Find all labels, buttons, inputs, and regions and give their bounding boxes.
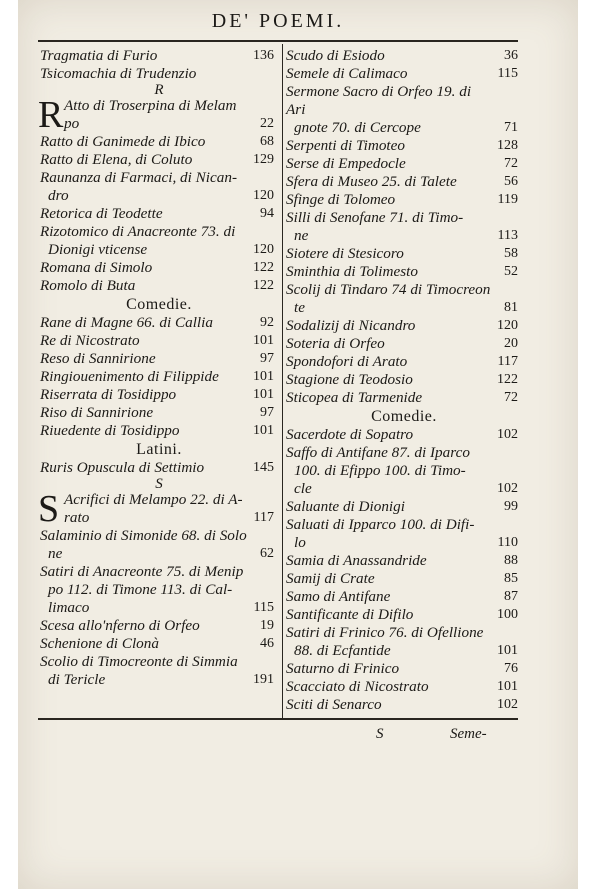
entry-continuation: gnote 70. di Cercope xyxy=(294,119,421,136)
entry-title: Sticopea di Tarmenide xyxy=(286,389,423,406)
index-entry xyxy=(286,444,522,498)
entry-title: Semele di Calimaco xyxy=(286,65,408,82)
top-rule xyxy=(38,40,518,42)
entry-title: Riuedente di Tosidippo xyxy=(40,422,180,439)
page-number: 122 xyxy=(497,372,518,387)
bottom-rule xyxy=(38,718,518,720)
entry-title: Sminthia di Tolimesto xyxy=(286,263,418,280)
entry-title: Ruris Opuscula di Settimio xyxy=(40,459,205,476)
page-number: 102 xyxy=(497,697,518,712)
index-entry xyxy=(40,314,278,332)
index-entry xyxy=(286,191,522,209)
page-number: 102 xyxy=(497,427,518,442)
page-number: 88 xyxy=(504,553,518,568)
entry-title: Samij di Crate xyxy=(286,570,375,587)
left-column xyxy=(40,47,278,689)
index-entry xyxy=(286,606,522,624)
entry-continuation: Dionigi vticense xyxy=(48,241,148,258)
entry-title: Stagione di Teodosio xyxy=(286,371,413,388)
running-head: DE' POEMI. xyxy=(211,10,345,32)
index-entry xyxy=(286,624,522,660)
index-entry xyxy=(40,527,278,563)
index-entry xyxy=(40,368,278,386)
index-entry xyxy=(286,660,522,678)
index-entry xyxy=(40,332,278,350)
entry-title: Sfinge di Tolomeo xyxy=(286,191,396,208)
entry-title: Siotere di Stesicoro xyxy=(286,245,404,262)
entry-title: Rane di Magne 66. di Callia xyxy=(40,314,213,331)
page-number: 36 xyxy=(504,48,518,63)
entry-title: Tsicomachia di Trudenzio xyxy=(40,65,197,82)
page-number: 129 xyxy=(253,152,274,167)
entry-title: Saffo di Antifane 87. di Iparco xyxy=(286,444,470,461)
catchword: Seme- xyxy=(450,726,487,742)
entry-title: Serse di Empedocle xyxy=(286,155,406,172)
entry-title: Rizotomico di Anacreonte 73. di xyxy=(40,223,236,240)
entry-title: Silli di Senofane 71. di Timo- xyxy=(286,209,464,226)
index-entry xyxy=(40,223,278,259)
page-number: 102 xyxy=(497,481,518,496)
entry-title: Ratto di Ganimede di Ibico xyxy=(40,133,206,150)
index-entry xyxy=(286,47,522,65)
page-number: 85 xyxy=(504,571,518,586)
entry-title: Saturno di Frinico xyxy=(286,660,400,677)
page-number: 120 xyxy=(253,242,274,257)
index-entry xyxy=(40,350,278,368)
signature-mark: S xyxy=(376,726,384,742)
page-number: 94 xyxy=(260,206,274,221)
page-number: 115 xyxy=(253,600,274,615)
entry-title: Reso di Sannirione xyxy=(40,350,156,367)
page-number: 101 xyxy=(497,643,518,658)
page-number: 52 xyxy=(504,264,518,279)
entry-title: Sacerdote di Sopatro xyxy=(286,426,414,443)
page-number: 76 xyxy=(504,661,518,676)
entry-title: Scesa allo'nferno di Orfeo xyxy=(40,617,200,634)
entry-continuation: dro xyxy=(48,187,69,204)
page-number: 122 xyxy=(253,260,274,275)
entry-title: Acrifici di Melampo 22. di A- xyxy=(64,491,243,508)
index-entry xyxy=(286,173,522,191)
index-entry xyxy=(40,169,278,205)
entry-title: Serpenti di Timoteo xyxy=(286,137,405,154)
entry-title: Ringiouenimento di Filippide xyxy=(40,368,219,385)
page-number: 101 xyxy=(497,679,518,694)
page-number: 58 xyxy=(504,246,518,261)
index-entry xyxy=(286,335,522,353)
index-entry xyxy=(286,353,522,371)
index-entry xyxy=(38,488,278,530)
page-number: 72 xyxy=(504,156,518,171)
entry-title: Scolij di Tindaro 74 di Timocreon xyxy=(286,281,491,298)
entry-title: Saluati di Ipparco 100. di Difi- xyxy=(286,516,475,533)
index-entry xyxy=(286,516,522,552)
index-entry xyxy=(286,83,522,137)
book-page xyxy=(18,0,578,889)
page-number: 128 xyxy=(497,138,518,153)
entry-continuation: ne xyxy=(294,227,309,244)
entry-continuation: te xyxy=(294,299,305,316)
page-number: 20 xyxy=(504,336,518,351)
drop-capital: R xyxy=(38,94,64,136)
entry-title: Santificante di Difilo xyxy=(286,606,414,623)
entry-continuation: po xyxy=(64,115,80,132)
page-number: 101 xyxy=(253,369,274,384)
page-number: 68 xyxy=(260,134,274,149)
index-entry xyxy=(40,422,278,440)
entry-continuation: 88. di Ecfantide xyxy=(294,642,391,659)
right-column xyxy=(286,47,522,714)
entry-title: Riso di Sannirione xyxy=(40,404,154,421)
page-number: 62 xyxy=(260,546,274,561)
page-number: 117 xyxy=(497,354,518,369)
entry-title: Sciti di Senarco xyxy=(286,696,382,713)
index-entry xyxy=(286,155,522,173)
page-number: 22 xyxy=(260,116,274,131)
index-entry xyxy=(286,426,522,444)
drop-capital: S xyxy=(38,488,60,530)
page-number: 120 xyxy=(497,318,518,333)
index-entry xyxy=(40,259,278,277)
page-number: 81 xyxy=(504,300,518,315)
entry-title: Saluante di Dionigi xyxy=(286,498,405,515)
page-number: 136 xyxy=(253,48,274,63)
entry-title: Re di Nicostrato xyxy=(40,332,140,349)
entry-title: Ratto di Elena, di Coluto xyxy=(40,151,193,168)
page-number: 119 xyxy=(497,192,518,207)
entry-title: Raunanza di Farmaci, di Nican- xyxy=(40,169,237,186)
page-number: 101 xyxy=(253,423,274,438)
index-entry xyxy=(38,94,278,136)
page-number: 87 xyxy=(504,589,518,604)
entry-continuation: lo xyxy=(294,534,306,551)
page-number: 101 xyxy=(253,333,274,348)
entry-title: Satiri di Frinico 76. di Ofellione xyxy=(286,624,484,641)
page-number: 56 xyxy=(504,174,518,189)
index-entry xyxy=(286,245,522,263)
page-number: 115 xyxy=(497,66,518,81)
entry-title: Scolio di Timocreonte di Simmia xyxy=(40,653,238,670)
index-entry xyxy=(286,588,522,606)
entry-title: Romana di Simolo xyxy=(40,259,153,276)
page-number: 46 xyxy=(260,636,274,651)
index-entry xyxy=(40,404,278,422)
index-entry xyxy=(286,570,522,588)
entry-title: Samo di Antifane xyxy=(286,588,391,605)
page-number: 92 xyxy=(260,315,274,330)
entry-continuation: rato xyxy=(64,509,90,526)
index-entry xyxy=(40,205,278,223)
page-number: 71 xyxy=(504,120,518,135)
page-number: 110 xyxy=(497,535,518,550)
page-number: 19 xyxy=(260,618,274,633)
entry-continuation: 100. di Efippo 100. di Timo- xyxy=(294,462,466,479)
page-number: 122 xyxy=(253,278,274,293)
index-entry xyxy=(286,696,522,714)
index-entry xyxy=(40,133,278,151)
entry-title: Salaminio di Simonide 68. di Solo xyxy=(40,527,247,544)
index-entry xyxy=(40,563,278,617)
alphabet-letter: S xyxy=(155,476,163,492)
index-entry xyxy=(286,389,522,407)
page-number: 117 xyxy=(253,510,274,525)
entry-title: Sodalizij di Nicandro xyxy=(286,317,416,334)
section-heading: Comedie. xyxy=(126,296,192,313)
entry-title: Tragmatia di Furio xyxy=(40,47,158,64)
index-entry xyxy=(40,617,278,635)
index-entry xyxy=(286,281,522,317)
entry-continuation: ne xyxy=(48,545,63,562)
page-number: 100 xyxy=(497,607,518,622)
alphabet-letter: R xyxy=(154,82,164,98)
entry-continuation: po 112. di Timone 113. di Cal- xyxy=(48,581,233,598)
entry-title: Sermone Sacro di Orfeo 19. di Ari xyxy=(286,83,472,118)
entry-continuation: di Tericle xyxy=(48,671,106,688)
page-number: 120 xyxy=(253,188,274,203)
entry-title: Spondofori di Arato xyxy=(286,353,408,370)
index-entry xyxy=(40,65,278,83)
entry-continuation: cle xyxy=(294,480,312,497)
section-heading: Comedie. xyxy=(371,408,437,425)
entry-title: Riserrata di Tosidippo xyxy=(40,386,177,403)
page-number: 191 xyxy=(253,672,274,687)
index-entry xyxy=(286,371,522,389)
index-entry xyxy=(40,151,278,169)
index-entry xyxy=(286,498,522,516)
entry-title: Scudo di Esiodo xyxy=(286,47,385,64)
page-number: 97 xyxy=(260,405,274,420)
index-entry xyxy=(286,263,522,281)
entry-title: Samia di Anassandride xyxy=(286,552,427,569)
index-entry xyxy=(286,317,522,335)
entry-title: Scacciato di Nicostrato xyxy=(286,678,429,695)
column-divider xyxy=(282,44,283,718)
page-number: 101 xyxy=(253,387,274,402)
page-number: 97 xyxy=(260,351,274,366)
entry-title: Schenione di Clonà xyxy=(40,635,159,652)
entry-title: Atto di Troserpina di Melam xyxy=(64,97,237,114)
index-entry xyxy=(40,47,278,65)
index-entry xyxy=(286,137,522,155)
entry-title: Romolo di Buta xyxy=(40,277,136,294)
index-entry xyxy=(286,678,522,696)
index-entry xyxy=(40,635,278,653)
index-entry xyxy=(286,209,522,245)
index-entry xyxy=(40,459,278,477)
entry-title: Satiri di Anacreonte 75. di Menip xyxy=(40,563,244,580)
entry-title: Sfera di Museo 25. di Talete xyxy=(286,173,457,190)
page-number: 113 xyxy=(497,228,518,243)
index-entry xyxy=(286,65,522,83)
page-footer xyxy=(38,726,518,750)
entry-title: Retorica di Teodette xyxy=(40,205,163,222)
entry-title: Soteria di Orfeo xyxy=(286,335,385,352)
index-entry xyxy=(40,277,278,295)
entry-continuation: limaco xyxy=(48,599,90,616)
section-heading: Latini. xyxy=(136,441,182,458)
page-number: 99 xyxy=(504,499,518,514)
index-entry xyxy=(286,552,522,570)
page-number: 145 xyxy=(253,460,274,475)
index-entry xyxy=(40,653,278,689)
index-entry xyxy=(40,386,278,404)
page-number: 72 xyxy=(504,390,518,405)
